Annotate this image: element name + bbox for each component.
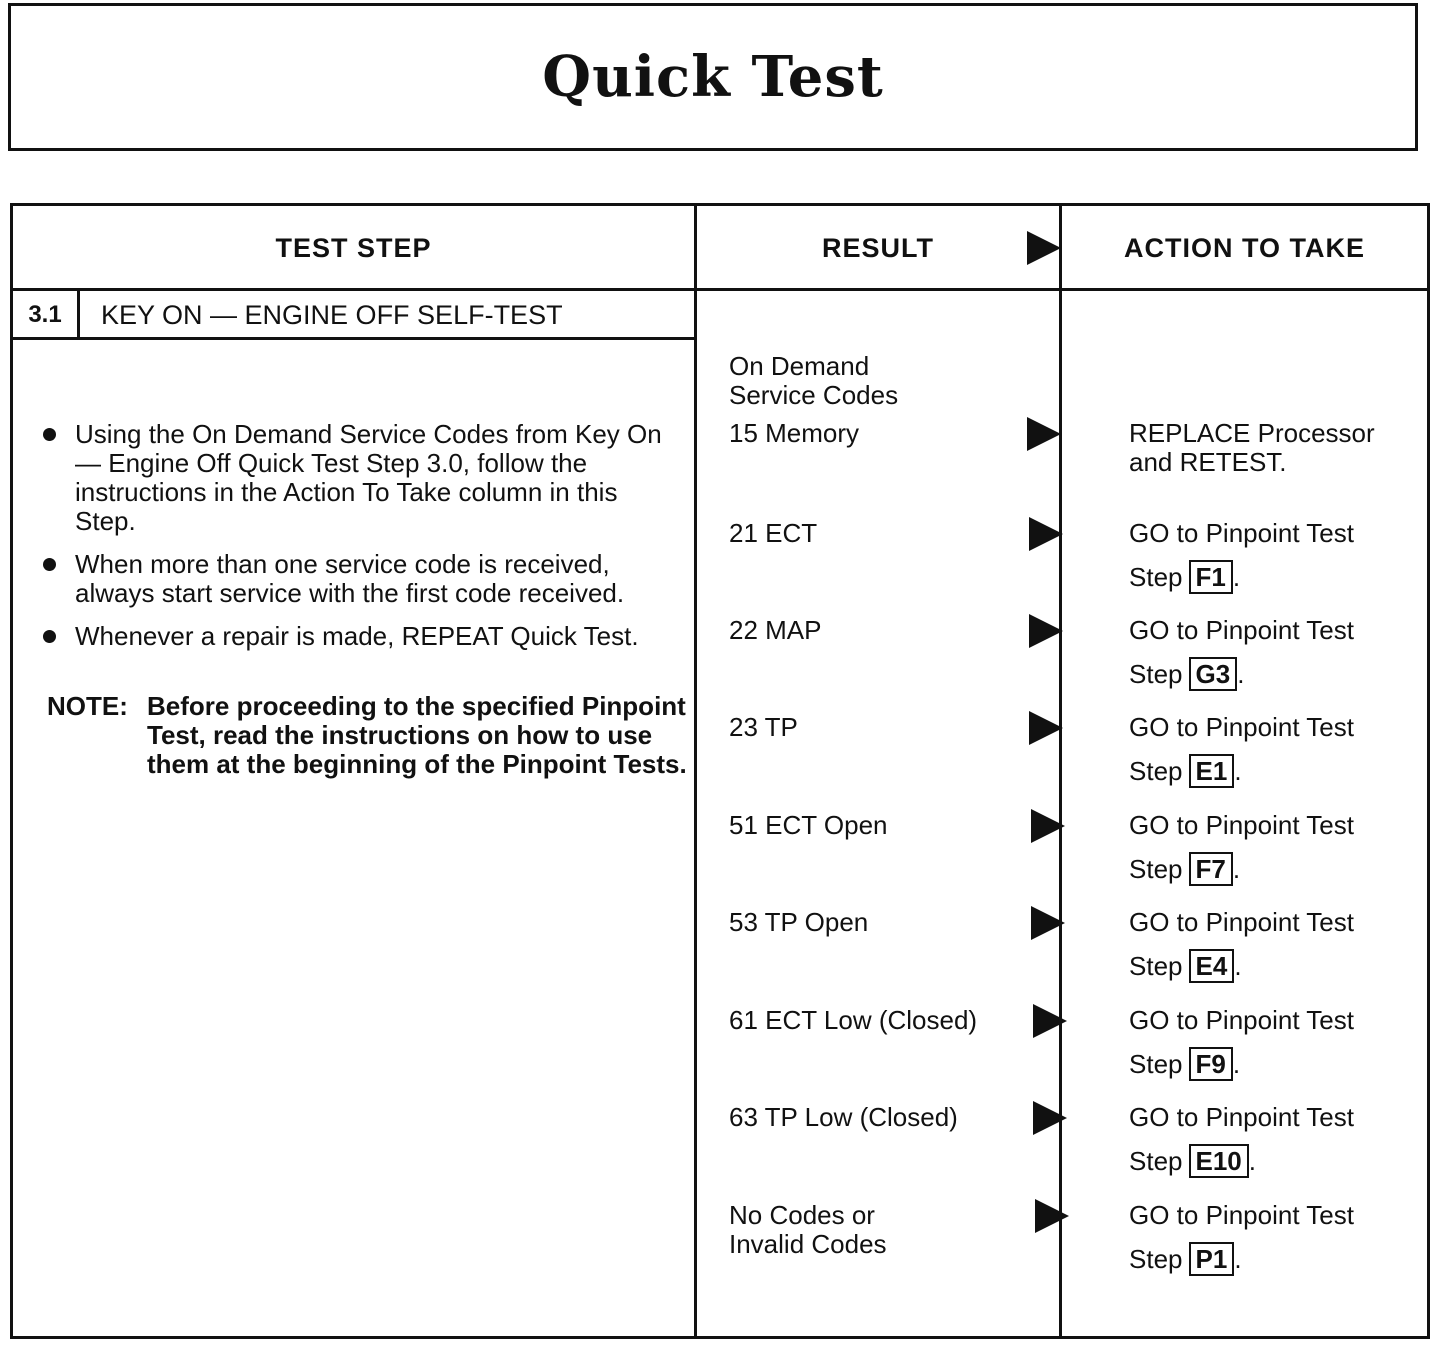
arrow-icon (1033, 1004, 1067, 1038)
action-step-label: Step (1129, 659, 1183, 689)
bullet-dot-icon (43, 428, 56, 441)
header-result: RESULT (822, 232, 934, 263)
step-code-link[interactable]: E4 (1189, 949, 1235, 983)
action-step-label: Step (1129, 951, 1183, 981)
note (47, 692, 687, 779)
action-text: GO to Pinpoint Test (1129, 615, 1354, 645)
bullet-item (43, 622, 683, 651)
test-table (10, 203, 1430, 1339)
arrow-icon (1031, 906, 1065, 940)
action-item: GO to Pinpoint Test Step E4 . (1129, 907, 1354, 981)
step-code-link[interactable]: P1 (1189, 1242, 1235, 1276)
result-item: 15 Memory (729, 418, 860, 448)
action-item: GO to Pinpoint Test Step E1 . (1129, 712, 1354, 786)
page-title: Quick Test (542, 44, 884, 110)
step-code-link[interactable]: F1 (1189, 560, 1233, 594)
bullet-dot-icon (43, 558, 56, 571)
action-text: GO to Pinpoint Test (1129, 1005, 1354, 1035)
bullet-dot-icon (43, 630, 56, 643)
arrow-icon (1035, 1199, 1069, 1233)
header-arrow-icon (1027, 231, 1061, 265)
action-item (1129, 419, 1419, 477)
action-text: GO to Pinpoint Test (1129, 518, 1354, 548)
note-text: Before proceeding to the specified Pinpoint Test, read the instructions on how to use them at the beginning of the Pinpoint Tests. (147, 691, 687, 779)
step-code-link[interactable]: E10 (1189, 1144, 1249, 1178)
action-item: GO to Pinpoint Test Step G3 . (1129, 615, 1354, 689)
action-text: GO to Pinpoint Test (1129, 907, 1354, 937)
header-action: ACTION TO TAKE (1124, 232, 1365, 263)
result-item: 63 TP Low (Closed) (729, 1102, 958, 1132)
action-item: GO to Pinpoint Test Step F9 . (1129, 1005, 1354, 1079)
action-text: GO to Pinpoint Test (1129, 1200, 1354, 1230)
action-text: REPLACE Processor (1129, 418, 1375, 448)
action-step-label: Step (1129, 854, 1183, 884)
arrow-icon (1031, 809, 1065, 843)
note-label: NOTE: (47, 691, 128, 721)
arrow-icon (1029, 517, 1063, 551)
arrow-icon (1027, 417, 1061, 451)
result-item: 22 MAP (729, 615, 822, 645)
bullet-text: Using the On Demand Service Codes from Key On — Engine Off Quick Test Step 3.0, follow the instructions in the Action To Take column in this Step. (75, 419, 662, 536)
result-item: 51 ECT Open (729, 810, 888, 840)
action-text: GO to Pinpoint Test (1129, 810, 1354, 840)
arrow-icon (1029, 711, 1063, 745)
step-title-divider (13, 337, 697, 340)
bullet-item (43, 420, 683, 536)
action-item: GO to Pinpoint Test Step P1 . (1129, 1200, 1354, 1274)
action-text: GO to Pinpoint Test (1129, 712, 1354, 742)
result-item: No Codes or Invalid Codes (729, 1200, 887, 1259)
action-item: GO to Pinpoint Test Step F7 . (1129, 810, 1354, 884)
arrow-icon (1029, 614, 1063, 648)
action-step-label: Step (1129, 562, 1183, 592)
result-item: 21 ECT (729, 518, 818, 548)
step-number: 3.1 (28, 301, 62, 328)
action-item: GO to Pinpoint Test Step F1 . (1129, 518, 1354, 592)
action-text: GO to Pinpoint Test (1129, 1102, 1354, 1132)
arrow-icon (1033, 1101, 1067, 1135)
action-step-label: Step (1129, 756, 1183, 786)
title-box (8, 3, 1418, 151)
step-code-link[interactable]: F7 (1189, 852, 1233, 886)
step-code-link[interactable]: G3 (1189, 657, 1238, 691)
result-item: 61 ECT Low (Closed) (729, 1005, 978, 1035)
action-item: GO to Pinpoint Test Step E10 . (1129, 1102, 1354, 1176)
bullet-text: When more than one service code is received, always start service with the first code received. (75, 549, 625, 608)
result-item: 23 TP (729, 712, 798, 742)
bullet-item (43, 550, 683, 608)
action-step-label: Step (1129, 1244, 1183, 1274)
column-divider-1 (694, 206, 697, 1336)
result-item: 53 TP Open (729, 907, 869, 937)
step-code-link[interactable]: F9 (1189, 1047, 1233, 1081)
column-divider-2 (1059, 206, 1062, 1336)
result-heading: On Demand Service Codes (729, 351, 899, 410)
step-title: KEY ON — ENGINE OFF SELF-TEST (101, 299, 563, 330)
action-step-label: Step (1129, 1146, 1183, 1176)
action-step-label: Step (1129, 1049, 1183, 1079)
action-text: and RETEST. (1129, 447, 1287, 477)
header-test-step: TEST STEP (275, 232, 432, 263)
step-number-divider (77, 291, 80, 337)
step-code-link[interactable]: E1 (1189, 754, 1235, 788)
bullet-text: Whenever a repair is made, REPEAT Quick Test. (75, 621, 639, 651)
